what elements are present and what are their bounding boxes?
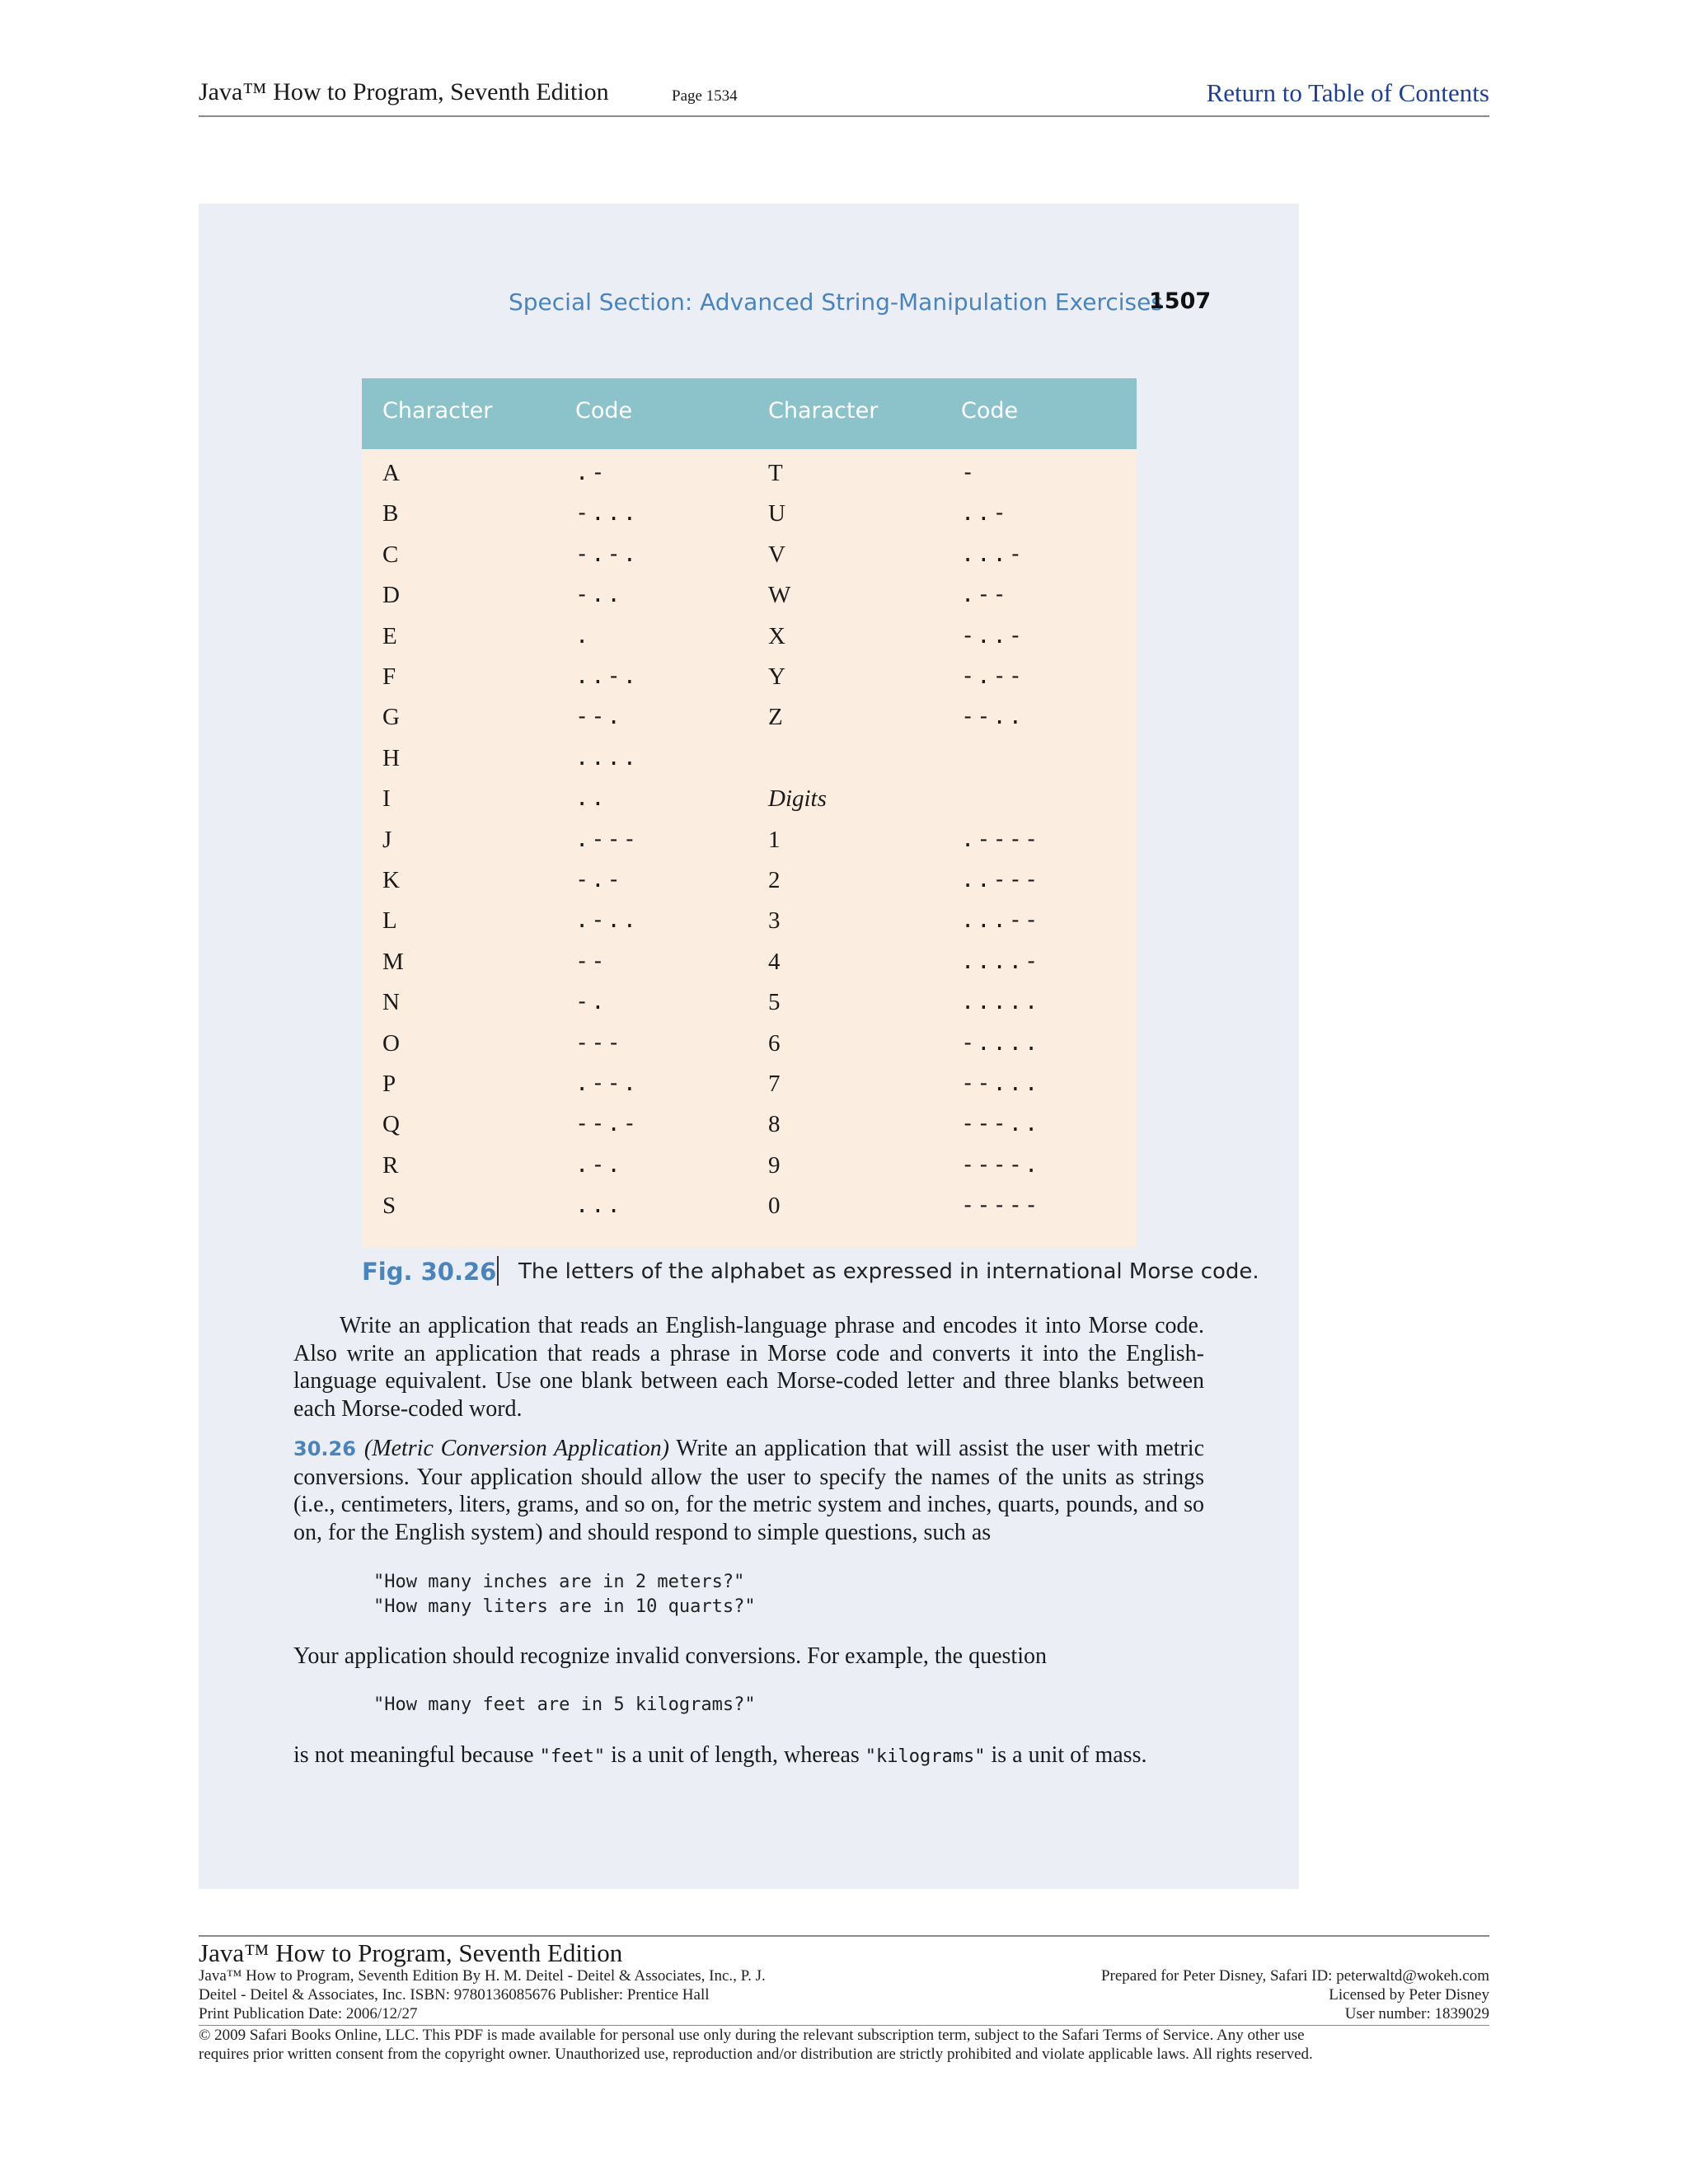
character-cell: Z bbox=[768, 704, 783, 731]
code-cell: .. bbox=[575, 785, 607, 812]
character-cell: O bbox=[382, 1029, 400, 1057]
character-cell: I bbox=[382, 785, 391, 813]
code-cell: -.... bbox=[961, 1029, 1041, 1056]
character-cell: 4 bbox=[768, 948, 781, 975]
character-cell: 9 bbox=[768, 1151, 781, 1179]
code-cell: -.- bbox=[575, 867, 623, 893]
character-cell: C bbox=[382, 541, 399, 568]
code-cell: -.-. bbox=[575, 541, 640, 567]
character-cell: M bbox=[382, 948, 404, 975]
code-cell: ... bbox=[575, 1193, 623, 1219]
character-cell: V bbox=[768, 541, 785, 568]
code-cell: -... bbox=[575, 500, 640, 527]
character-cell: T bbox=[768, 460, 783, 486]
inline-code: "kilograms" bbox=[865, 1746, 986, 1767]
footer-divider bbox=[199, 1935, 1489, 1937]
code-line: "How many feet are in 5 kilograms?" bbox=[373, 1694, 756, 1715]
code-cell: .-. bbox=[575, 1151, 623, 1178]
character-cell: 6 bbox=[768, 1029, 781, 1057]
paragraph-text: Write an application that will assist the user with metric conversions. Your application should allow the user to specify the names of the units as strings (i.e., centimeters, liters, grams, and so on, for the metric system and inches, quarts, pounds, and so on, for the English system) and should respond to simple questions, such as bbox=[293, 1436, 1204, 1545]
inline-code: "feet" bbox=[539, 1746, 606, 1767]
paragraph-text: is not meaningful because bbox=[293, 1742, 540, 1768]
character-cell: J bbox=[382, 826, 392, 853]
character-cell: A bbox=[382, 460, 400, 486]
code-cell: ....- bbox=[961, 948, 1041, 974]
character-cell: Digits bbox=[768, 785, 827, 813]
character-cell: E bbox=[382, 622, 397, 649]
footer-prepared-for: Prepared for Peter Disney, Safari ID: peterwaltd@wokeh.com bbox=[1100, 1967, 1489, 1985]
page-label: Page 1534 bbox=[672, 87, 738, 105]
table-header-row bbox=[362, 378, 1137, 449]
code-cell: -.. bbox=[575, 582, 623, 608]
character-cell: B bbox=[382, 500, 399, 527]
code-cell: .- bbox=[575, 460, 607, 485]
character-cell: 1 bbox=[768, 826, 781, 853]
code-cell: .--- bbox=[575, 826, 640, 852]
code-cell: --... bbox=[961, 1071, 1041, 1096]
code-cell: ----. bbox=[961, 1151, 1041, 1178]
code-cell: ..- bbox=[961, 500, 1009, 527]
code-cell: -- bbox=[575, 948, 607, 974]
paragraph-text: is a unit of mass. bbox=[985, 1742, 1147, 1768]
character-cell: N bbox=[382, 989, 400, 1016]
character-cell: 0 bbox=[768, 1193, 781, 1220]
column-header-code: Code bbox=[961, 398, 1019, 424]
character-cell: 7 bbox=[768, 1071, 781, 1097]
character-cell: Y bbox=[768, 663, 785, 690]
footer-title: Java™ How to Program, Seventh Edition bbox=[199, 1938, 623, 1967]
character-cell: D bbox=[382, 582, 400, 609]
page-number: 1507 bbox=[1149, 288, 1212, 314]
header-divider bbox=[199, 115, 1489, 117]
character-cell: F bbox=[382, 663, 396, 690]
code-cell: ..... bbox=[961, 989, 1041, 1015]
paragraph bbox=[293, 1741, 1204, 1771]
character-cell: 5 bbox=[768, 989, 781, 1016]
book-title: Java™ How to Program, Seventh Edition bbox=[199, 78, 609, 105]
character-cell: 8 bbox=[768, 1111, 781, 1138]
code-cell: ...- bbox=[961, 541, 1025, 567]
paragraph-text: Write an application that reads an English-language phrase and encodes it into Morse code. Also write an application that reads a phrase in Morse code and converts it into the English-language equivalent. Use one blank between each Morse-coded letter and three blanks between each Morse-coded word. bbox=[293, 1313, 1204, 1422]
code-cell: ..-. bbox=[575, 663, 640, 689]
column-header-character: Character bbox=[382, 398, 493, 424]
footer-copyright: © 2009 Safari Books Online, LLC. This PDF is made available for personal use only during the relevant subscription term, subject to the Safari Terms of Service. Any other use bbox=[199, 2027, 1305, 2044]
figure-caption: The letters of the alphabet as expressed in international Morse code. bbox=[518, 1259, 1259, 1284]
code-cell: -..- bbox=[961, 622, 1025, 649]
character-cell: 3 bbox=[768, 907, 781, 935]
code-cell: ..--- bbox=[961, 867, 1041, 893]
character-cell: X bbox=[768, 622, 785, 649]
column-header-code: Code bbox=[575, 398, 633, 424]
figure-label: Fig. 30.26 bbox=[362, 1258, 497, 1286]
footer-licensed-by: Licensed by Peter Disney bbox=[1329, 1986, 1489, 2004]
character-cell: U bbox=[768, 500, 785, 527]
code-cell: . bbox=[575, 622, 592, 649]
code-cell: ----- bbox=[961, 1193, 1041, 1219]
footer-user-number: User number: 1839029 bbox=[1344, 2005, 1489, 2022]
character-cell: G bbox=[382, 704, 400, 731]
character-cell: 2 bbox=[768, 867, 781, 893]
paragraph-text: is a unit of length, whereas bbox=[605, 1742, 865, 1768]
code-cell: --.- bbox=[575, 1111, 640, 1137]
footer-copyright: requires prior written consent from the copyright owner. Unauthorized use, reproduction and/or distribution are strictly prohibited and violate applicable laws. All rights reserved. bbox=[199, 2046, 1313, 2063]
footer-book-info: Deitel - Deitel & Associates, Inc. ISBN: 9780136085676 Publisher: Prentice Hall bbox=[199, 1986, 710, 2004]
code-cell: ...-- bbox=[961, 907, 1041, 934]
code-cell: .---- bbox=[961, 826, 1041, 852]
character-cell: K bbox=[382, 867, 400, 893]
exercise-number: 30.26 bbox=[293, 1437, 356, 1460]
code-cell: -. bbox=[575, 989, 607, 1015]
code-cell: .-- bbox=[961, 582, 1009, 608]
exercise-title: (Metric Conversion Application) bbox=[363, 1436, 669, 1461]
paragraph: Your application should recognize invalid conversions. For example, the question bbox=[293, 1643, 1047, 1669]
paragraph bbox=[293, 1312, 1204, 1422]
character-cell: W bbox=[768, 582, 791, 609]
running-head: Special Section: Advanced String-Manipulation Exercises bbox=[509, 288, 1163, 316]
character-cell: S bbox=[382, 1193, 396, 1220]
column-header-character: Character bbox=[768, 398, 879, 424]
code-cell: - bbox=[961, 460, 978, 485]
return-to-toc-link[interactable]: Return to Table of Contents bbox=[1206, 78, 1489, 107]
code-line: "How many inches are in 2 meters?" bbox=[373, 1572, 745, 1592]
footer-publication-date: Print Publication Date: 2006/12/27 bbox=[199, 2005, 418, 2022]
footer-book-info: Java™ How to Program, Seventh Edition By H. M. Deitel - Deitel & Associates, Inc., P. J. bbox=[199, 1967, 766, 1985]
character-cell: Q bbox=[382, 1111, 400, 1138]
character-cell: R bbox=[382, 1151, 399, 1179]
caption-separator bbox=[497, 1256, 499, 1286]
code-cell: .--. bbox=[575, 1071, 640, 1096]
code-cell: --.. bbox=[961, 704, 1025, 730]
exercise-paragraph bbox=[293, 1435, 1204, 1546]
character-cell: L bbox=[382, 907, 397, 935]
morse-code-table bbox=[362, 378, 1137, 1247]
code-cell: -.-- bbox=[961, 663, 1025, 689]
code-cell: ---.. bbox=[961, 1111, 1041, 1137]
character-cell: P bbox=[382, 1071, 396, 1097]
code-cell: --- bbox=[575, 1029, 623, 1056]
code-cell: .-.. bbox=[575, 907, 640, 934]
character-cell: H bbox=[382, 744, 400, 771]
code-line: "How many liters are in 10 quarts?" bbox=[373, 1596, 756, 1617]
code-cell: --. bbox=[575, 704, 623, 730]
footer-divider bbox=[199, 2025, 1489, 2026]
code-cell: .... bbox=[575, 744, 640, 771]
